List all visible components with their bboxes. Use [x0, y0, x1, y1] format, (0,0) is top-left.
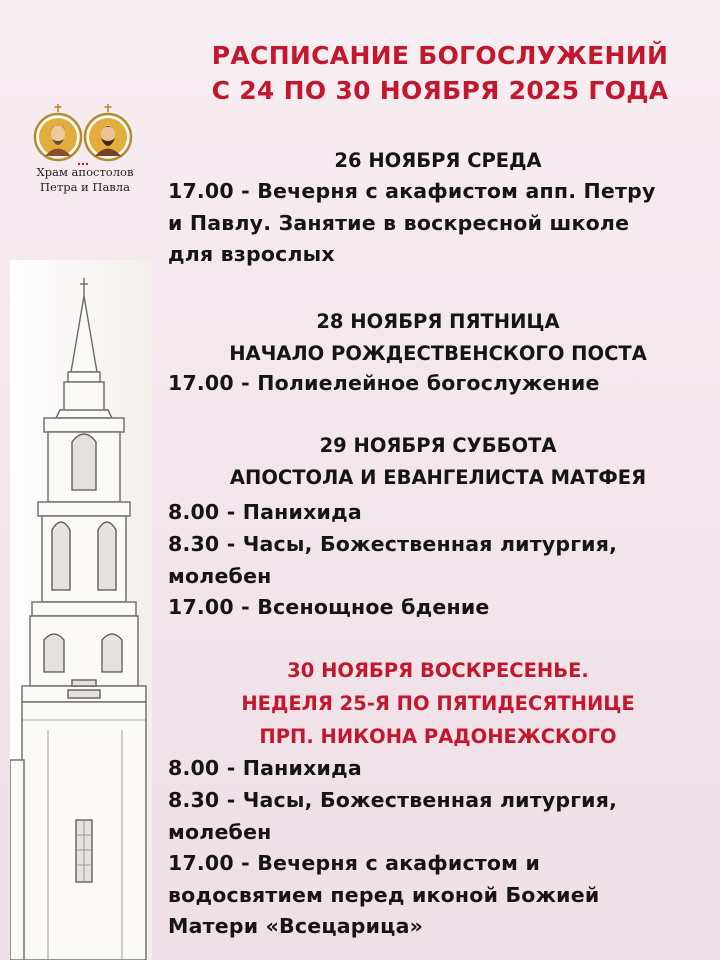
- entry-line: 8.30 - Часы, Божественная литургия,: [168, 788, 618, 812]
- service-entry: [168, 592, 708, 624]
- entry-line: 17.00 - Вечерня с акафистом апп. Петру: [168, 179, 656, 203]
- entry-line: молебен: [168, 563, 272, 588]
- day-header-line: 29 НОЯБРЯ СУББОТА: [319, 434, 557, 457]
- entry-line: 17.00 - Вечерня с акафистом и: [168, 851, 541, 875]
- title-line-2: С 24 ПО 30 НОЯБРЯ 2025 ГОДА: [211, 76, 669, 105]
- title-line-1: РАСПИСАНИЕ БОГОСЛУЖЕНИЙ: [211, 41, 669, 70]
- entry-line: 17.00 - Полиелейное богослужение: [168, 371, 600, 395]
- day-header: [168, 306, 708, 370]
- entry-line: и Павлу. Занятие в воскресной школе: [168, 210, 630, 235]
- day-header-line: 30 НОЯБРЯ ВОСКРЕСЕНЬЕ.: [287, 659, 589, 682]
- day-header-line: 28 НОЯБРЯ ПЯТНИЦА: [316, 310, 560, 333]
- service-entry: [168, 497, 708, 529]
- entry-line: Матери «Всецарица»: [168, 914, 424, 938]
- day-header: [168, 654, 708, 753]
- entry-line: 8.00 - Панихида: [168, 756, 362, 780]
- entry-line: водосвятием перед иконой Божией: [168, 882, 600, 907]
- day-header: [168, 145, 708, 177]
- service-entry: [168, 368, 708, 400]
- entry-line: 17.00 - Всенощное бдение: [168, 595, 490, 619]
- logo-caption-line-2: Петра и Павла: [40, 180, 130, 194]
- day-header-line: НЕДЕЛЯ 25-Я ПО ПЯТИДЕСЯТНИЦЕ: [241, 692, 635, 715]
- service-entry: [168, 753, 708, 785]
- entry-line: молебен: [168, 819, 272, 844]
- logo-caption-line-1: Храм апостолов: [36, 165, 134, 179]
- day-header-line: НАЧАЛО РОЖДЕСТВЕНСКОГО ПОСТА: [229, 342, 647, 365]
- service-entry: [168, 176, 708, 271]
- page-title: [190, 38, 690, 108]
- service-entry: [168, 848, 708, 943]
- day-header-line: 26 НОЯБРЯ СРЕДА: [334, 149, 542, 172]
- day-header-line: АПОСТОЛА И ЕВАНГЕЛИСТА МАТФЕЯ: [229, 466, 647, 489]
- logo-caption: [18, 165, 152, 195]
- service-entry: [168, 785, 708, 848]
- bell-tower-icon: [10, 260, 152, 960]
- day-header-line: ПРП. НИКОНА РАДОНЕЖСКОГО: [259, 725, 617, 748]
- entry-line: 8.30 - Часы, Божественная литургия,: [168, 532, 618, 556]
- service-entry: [168, 529, 708, 592]
- day-header: [168, 430, 708, 494]
- entry-line: для взрослых: [168, 242, 335, 266]
- entry-line: 8.00 - Панихида: [168, 500, 362, 524]
